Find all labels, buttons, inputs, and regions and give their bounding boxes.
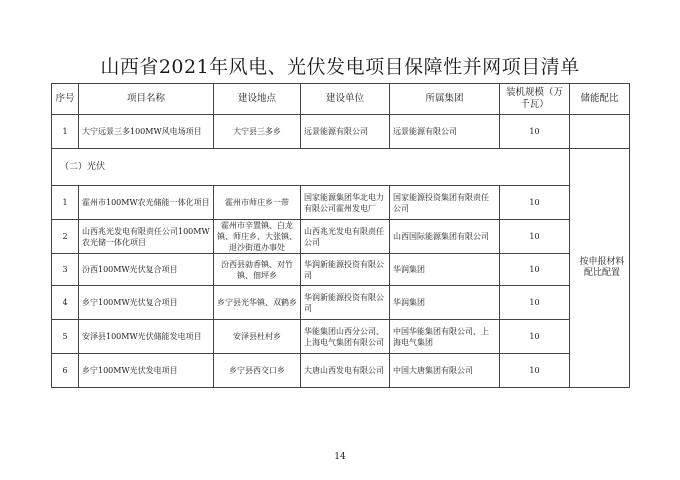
cell-group: 华润集团	[390, 286, 500, 320]
storage-note: 按申报材料配比配置	[570, 149, 630, 388]
cell-location: 霍州市师庄乡一带	[214, 186, 301, 220]
cell-unit: 华润新能源投资有限公司	[301, 286, 390, 320]
page-number: 14	[334, 452, 346, 462]
cell-location: 大宁县三多乡	[214, 115, 301, 149]
cell-capacity: 10	[500, 320, 570, 354]
cell-capacity: 10	[500, 186, 570, 220]
cell-capacity: 10	[500, 254, 570, 286]
cell-seq: 4	[52, 286, 79, 320]
cell-location: 乡宁县光华镇、双鹤乡	[214, 286, 301, 320]
header-storage: 储能配比	[570, 84, 630, 115]
cell-name: 山西兆光发电有限责任公司100MW农光储一体化项目	[79, 220, 214, 254]
cell-name: 汾西100MW光伏复合项目	[79, 254, 214, 286]
cell-group: 中国华能集团有限公司、上海电气集团	[390, 320, 500, 354]
table-row	[52, 220, 630, 254]
cell-name: 霍州市100MW农光储能一体化项目	[79, 186, 214, 220]
cell-capacity: 10	[500, 286, 570, 320]
cell-capacity: 10	[500, 354, 570, 388]
project-table	[51, 83, 630, 388]
header-unit: 建设单位	[301, 84, 390, 115]
header-group: 所属集团	[390, 84, 500, 115]
cell-location: 安泽县杜村乡	[214, 320, 301, 354]
cell-group: 远景能源有限公司	[390, 115, 500, 149]
cell-seq: 2	[52, 220, 79, 254]
table-header-row	[52, 84, 630, 115]
cell-unit: 华润新能源投资有限公司	[301, 254, 390, 286]
table-row	[52, 354, 630, 388]
table-row	[52, 320, 630, 354]
cell-seq: 1	[52, 186, 79, 220]
cell-location: 霍州市辛置镇、白龙镇、师庄乡、大张镇、退沙街道办事处	[214, 220, 301, 254]
header-name: 项目名称	[79, 84, 214, 115]
cell-unit: 华能集团山西分公司、上海电气集团有限公司	[301, 320, 390, 354]
table-row	[52, 186, 630, 220]
table-row	[52, 254, 630, 286]
page-title: 山西省2021年风电、光伏发电项目保障性并网项目清单	[100, 56, 580, 78]
cell-seq: 3	[52, 254, 79, 286]
cell-name: 乡宁100MW光伏发电项目	[79, 354, 214, 388]
cell-name: 安泽县100MW光伏储能发电项目	[79, 320, 214, 354]
cell-unit: 远景能源有限公司	[301, 115, 390, 149]
cell-name: 大宁远景三多100MW风电场项目	[79, 115, 214, 149]
header-capacity: 装机规模（万千瓦）	[500, 84, 570, 115]
cell-seq: 5	[52, 320, 79, 354]
table-row	[52, 286, 630, 320]
cell-capacity: 10	[500, 220, 570, 254]
cell-group: 华润集团	[390, 254, 500, 286]
cell-group: 国家能源投资集团有限责任公司	[390, 186, 500, 220]
cell-unit: 国家能源集团华北电力有限公司霍州发电厂	[301, 186, 390, 220]
section-row-pv	[52, 149, 630, 186]
table-row	[52, 115, 630, 149]
header-seq: 序号	[52, 84, 79, 115]
cell-unit: 山西兆光发电有限责任公司	[301, 220, 390, 254]
cell-capacity: 10	[500, 115, 570, 149]
cell-storage-empty	[570, 115, 630, 149]
cell-location: 汾西县勍香镇、对竹镇、佃坪乡	[214, 254, 301, 286]
section-label: （二）光伏	[52, 149, 570, 186]
cell-seq: 1	[52, 115, 79, 149]
cell-group: 中国大唐集团有限公司	[390, 354, 500, 388]
cell-location: 乡宁县西交口乡	[214, 354, 301, 388]
header-location: 建设地点	[214, 84, 301, 115]
cell-unit: 大唐山西发电有限公司	[301, 354, 390, 388]
cell-seq: 6	[52, 354, 79, 388]
cell-group: 山西国际能源集团有限公司	[390, 220, 500, 254]
cell-name: 乡宁100MW光伏复合项目	[79, 286, 214, 320]
